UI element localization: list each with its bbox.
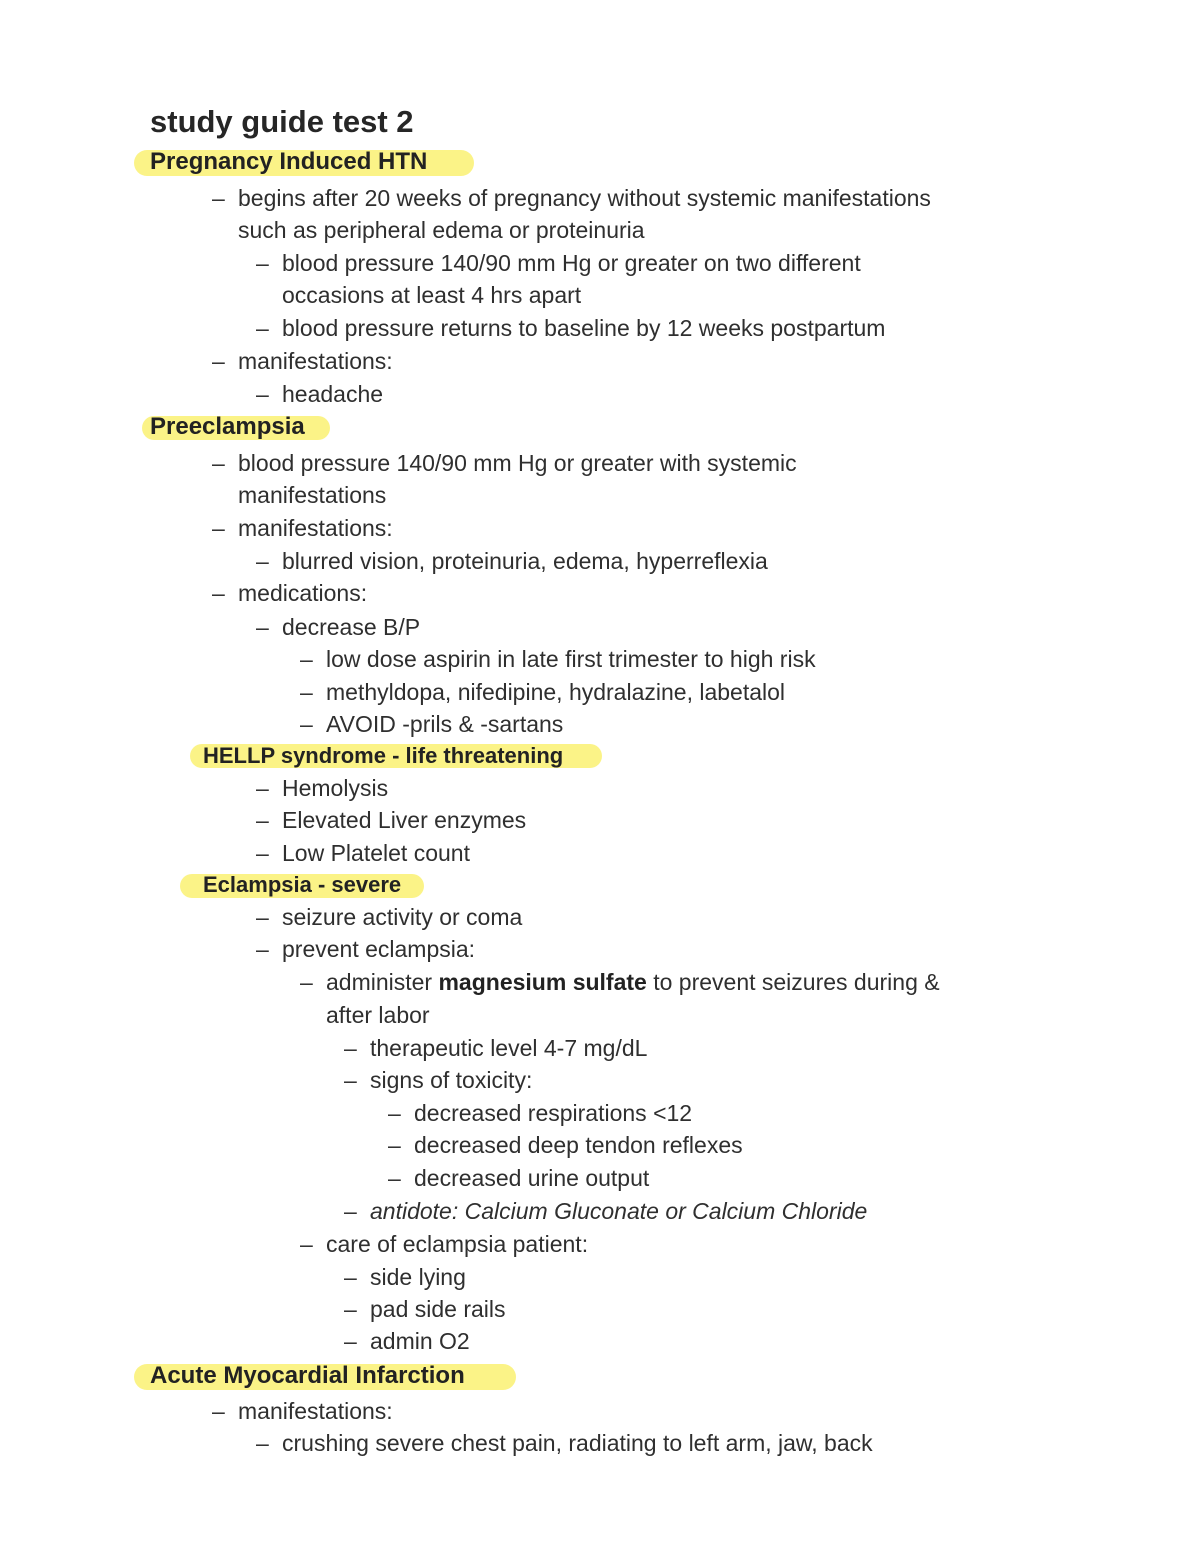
heading-pregnancy-induced-htn: Pregnancy Induced HTN — [150, 148, 428, 175]
bullet-dash: – — [256, 807, 269, 833]
antidote-text: antidote: Calcium Gluconate or Calcium Chloride — [370, 1198, 868, 1224]
bullet-dash: – — [388, 1132, 401, 1158]
bullet-dash: – — [256, 548, 269, 574]
bullet-dash: – — [256, 250, 269, 276]
bullet-dash: – — [212, 1398, 225, 1424]
list-item-continuation: such as peripheral edema or proteinuria — [238, 217, 645, 243]
bullet-dash: – — [256, 840, 269, 866]
bullet-dash: – — [344, 1296, 357, 1322]
bullet-dash: – — [212, 348, 225, 374]
heading-preeclampsia: Preeclampsia — [150, 413, 305, 440]
heading-acute-myocardial-infarction: Acute Myocardial Infarction — [150, 1362, 465, 1389]
bullet-dash: – — [256, 936, 269, 962]
page-title: study guide test 2 — [150, 104, 414, 139]
bullet-dash: – — [212, 515, 225, 541]
bullet-dash: – — [388, 1165, 401, 1191]
text-run: to prevent seizures during & — [646, 969, 940, 995]
bullet-dash: – — [300, 1231, 313, 1257]
magnesium-sulfate-emphasis: magnesium sulfate — [438, 969, 647, 995]
bullet-dash: – — [256, 614, 269, 640]
bullet-dash: – — [344, 1328, 357, 1354]
heading-hellp-syndrome: HELLP syndrome - life threatening — [203, 743, 564, 768]
bullet-dash: – — [300, 711, 313, 737]
list-item-continuation: occasions at least 4 hrs apart — [282, 282, 582, 308]
bullet-dash: – — [256, 775, 269, 801]
bullet-dash: – — [344, 1264, 357, 1290]
study-guide-page: study guide test 2 Pregnancy Induced HTN – begins after 20 weeks of pregnancy without systemic manifestations such as peripheral edema or proteinuria – blood pressure 140/90 mm Hg or greater on two different occasions at least 4 hrs apart – blood pressure returns to baseline by 12 weeks postpartum – manifestations: – headache Preeclampsia – blood pressure 140/90 mm Hg or greater with systemic manifestations – manifestations: – blurred vision, proteinuria, edema, hyperreflexia – medications: – decrease B/P – low dose aspirin in late first trimester to high risk – methyldopa, nifedipine, hydralazine, labetalol – AVOID -prils & -sartans HELLP syndrome - life threatening – Hemolysis – Elevated Liver enzymes – Low Platelet count Eclampsia - severe – seizure activity or coma – prevent eclampsia: – administer magnesium sulfate to prevent seizures during & after labor – therapeutic level 4-7 mg/dL – signs of toxicity: – decreased respirations <12 – decreased deep tendon reflexes – decreased urine output – antidote: Calcium Gluconate or Calcium Chloride – care of eclampsia patient: – side lying – pad side rails – admin O2 Acute Myocardial Infarction – manifestations: – crushing severe chest pain, radiating to left arm, jaw, back — [0, 0, 1200, 1553]
list-item-continuation: manifestations — [238, 482, 387, 508]
bullet-dash: – — [388, 1100, 401, 1126]
bullet-dash: – — [344, 1067, 357, 1093]
bullet-dash: – — [300, 969, 313, 995]
bullet-dash: – — [300, 679, 313, 705]
heading-eclampsia: Eclampsia - severe — [203, 872, 402, 897]
bullet-dash: – — [344, 1035, 357, 1061]
bullet-dash: – — [212, 450, 225, 476]
bullet-dash: – — [256, 904, 269, 930]
bullet-dash: – — [344, 1198, 357, 1224]
bullet-dash: – — [300, 646, 313, 672]
bullet-dash: – — [256, 1430, 269, 1456]
bullet-dash: – — [212, 185, 225, 211]
bullet-dash: – — [212, 580, 225, 606]
text-run: administer — [326, 969, 439, 995]
bullet-dash: – — [256, 381, 269, 407]
list-item-continuation: after labor — [326, 1002, 430, 1028]
bullet-dash: – — [256, 315, 269, 341]
